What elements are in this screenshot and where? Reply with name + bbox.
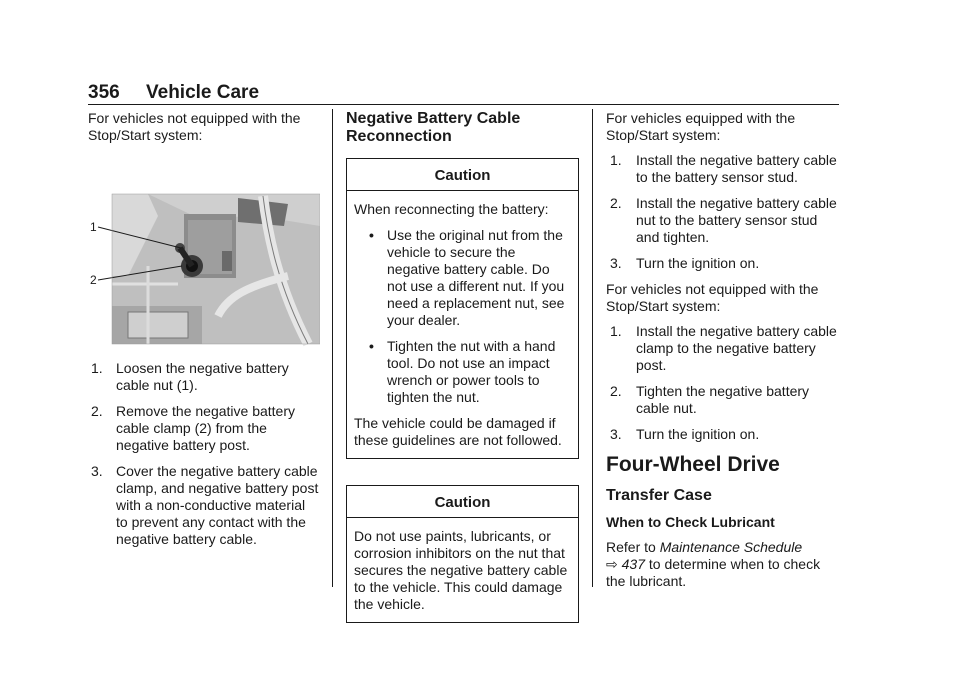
list-item: • Tighten the nut with a hand tool. Do not use an impact wrench or power tools to tighten the nut.: [369, 338, 556, 405]
page-reference-link[interactable]: ⇨ 437: [606, 556, 645, 572]
transfer-case-heading: Transfer Case: [606, 487, 712, 504]
caution-box-2: [346, 485, 579, 623]
battery-figure: [88, 156, 320, 352]
column-divider-2: [592, 109, 593, 587]
list-item: 3. Turn the ignition on.: [610, 426, 760, 442]
page-number: 356: [88, 82, 120, 103]
reconnection-heading: Negative Battery Cable Reconnection: [346, 110, 521, 145]
four-wheel-drive-heading: Four-Wheel Drive: [606, 453, 780, 476]
column-3: [606, 110, 841, 598]
list-item: 1. Install the negative battery cable to the battery sensor stud.: [610, 152, 837, 185]
removal-steps: [88, 360, 320, 548]
list-item: 2. Install the negative battery cable nut to the battery sensor stud and tighten.: [610, 195, 837, 245]
callout-1: 1: [90, 220, 97, 234]
maintenance-schedule-link[interactable]: Maintenance Schedule: [659, 539, 803, 555]
column-2: [346, 110, 578, 623]
caution-title: Caution: [347, 486, 578, 518]
install-steps-stopstart: [606, 152, 841, 272]
list-item: 2. Remove the negative battery cable clamp (2) from the negative battery post.: [91, 403, 295, 453]
list-item: 2. Tighten the negative battery cable nut.: [610, 383, 810, 416]
list-item: 3. Turn the ignition on.: [610, 255, 760, 271]
header-rule: [88, 104, 839, 105]
lubricant-reference: Refer to Maintenance Schedule ⇨ 437 to determine when to check the lubricant.: [606, 539, 821, 589]
page-header: [88, 84, 259, 101]
caution-intro: When reconnecting the battery:: [354, 201, 549, 217]
caution-box-1: [346, 158, 579, 459]
caution-title: Caution: [347, 159, 578, 191]
caution-body: Do not use paints, lubricants, or corrosion inhibitors on the nut that secures the negative battery cable to the vehicle. This could damage the vehicle.: [354, 528, 568, 612]
caution-outro: The vehicle could be damaged if these guidelines are not followed.: [354, 415, 562, 448]
caution-bullets: [354, 227, 571, 406]
battery-illustration: [88, 156, 320, 352]
intro-not-equipped-2: For vehicles not equipped with the Stop/Start system:: [606, 281, 819, 314]
column-1: [88, 110, 320, 557]
check-lubricant-heading: When to Check Lubricant: [606, 514, 775, 530]
column-divider-1: [332, 109, 333, 587]
install-steps-standard: [606, 323, 841, 443]
intro-equipped: For vehicles equipped with the Stop/Start system:: [606, 110, 796, 143]
list-item: • Use the original nut from the vehicle to secure the negative battery cable. Do not use a different nut. If you need a replacement nut, see your dealer.: [369, 227, 565, 328]
callout-2: 2: [90, 273, 97, 287]
list-item: 3. Cover the negative battery cable clamp, and negative battery post with a non-conductive material to prevent any contact with the negative battery cable.: [91, 463, 319, 547]
intro-not-equipped: For vehicles not equipped with the Stop/Start system:: [88, 110, 301, 143]
list-item: 1. Install the negative battery cable clamp to the negative battery post.: [610, 323, 837, 373]
list-item: 1. Loosen the negative battery cable nut (1).: [91, 360, 289, 393]
section-title: Vehicle Care: [146, 82, 260, 103]
